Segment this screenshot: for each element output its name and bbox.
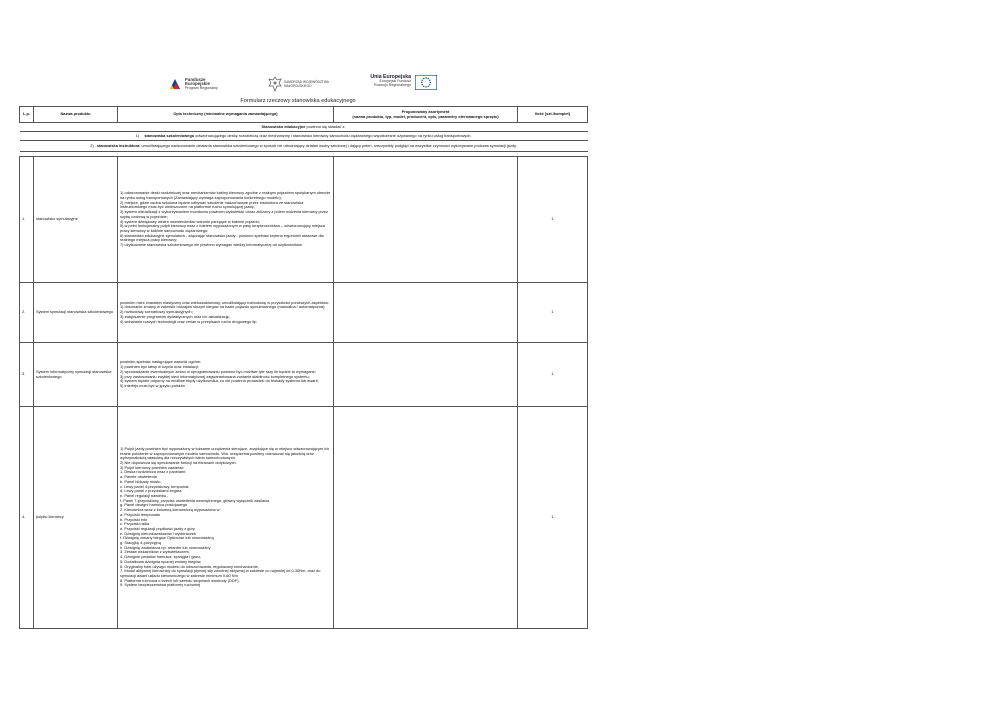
row-description: powinien spełniać następujące warunki ogólne: 1) powinien być łatwy w użyciu oraz instalacji; 2) wprowadzanie ewentualnych zmian w oprogramowaniu powinno być możliwe tyle razy ile będzie to wymagane; 3) przy zastosowaniu zwykłej sieci informatycznej zagwarantowana zostanie stabilność kompletnego systemu; 4) system będzie odporny na możliwe błędy użytkownika, co nie powinno prowadzić do blokady systemu lub awarii; 5) interfejs musi być w języku polskim — [120, 359, 319, 388]
eagle-emblem-icon — [268, 75, 282, 93]
row-quantity: 1 — [518, 343, 588, 407]
fundusze-line3: Program Regionalny — [185, 86, 218, 91]
row-quantity: 1 — [518, 283, 588, 343]
unia-europejska-logo — [363, 74, 443, 94]
row-description: 1) odwzorowanie deski rozdzielczej oraz mechanizmów kabiny kierowcy zgodne z realnym pojazdem spotykanym obecnie na rynku usług transportowych (Zamawiający wymaga zaproponowania konkretnego modelu); 2) miejsce, gdzie osoba szkolona będzie odbywać szkolenie nadzorowane przez instruktora ze stanowiska instruktorskiego musi być umieszczone na platformie ruchu symulującej jazdę; 3) system wizualizacji z wykorzystaniem monitorów powinien wyświetlać obraz zbliżony z polem widzenia kierowcy przez szybę czołową w pojeździe; 4) system dźwiękowy winien odzwierciedlać warunki panujące w kabinie pojazdu; 5) w pełni funkcjonalny pulpit kierowcy wraz z fotelem wyposażonym w pasy bezpieczeństwa – odwzorowujący miejsca pracy kierowcy w kabinie samochodu ciężarowego; 6) stanowisko edukacyjne symulatora - włączając stanowisko jazdy - powinno spełniać kryteria ergonomii właściwe dla realnego miejsca pracy kierowcy; 7) użytkowanie stanowiska szkoleniowego nie powinno wymagać wiedzy informatycznej od użytkowników. — [120, 190, 331, 248]
row-quantity: 1 — [518, 407, 588, 629]
intro-heading: Stanowisko edukacyjne — [261, 123, 306, 129]
logo-bar — [168, 74, 438, 94]
row-offer-cell[interactable] — [334, 283, 518, 343]
intro-heading-row — [20, 123, 588, 132]
table-row — [20, 157, 588, 283]
col-header-name: Nazwa produktu — [34, 107, 118, 123]
row-offer-cell[interactable] — [334, 157, 518, 283]
row-lp: 3. — [20, 343, 34, 407]
row-description: powinien mieć charakter elastyczny oraz wieloszablonowy, umożliwiający rozbudowę w przyszłości poniższych aspektów: 1) dokonanie zmiany w zakresie rodzajów skrzyni biegów na bazie pojazdu symulowanego (manualna / automatyczna); 2) rozbudowę scenariuszy symulacyjnych; 3) zwiększenie programów dydaktycznych oraz ich aktualizację; 4) wdrażanie nowych technologii oraz zmian w przepisach ruchu drogowego itp. — [120, 299, 330, 324]
fundusze-line2: Europejskie — [185, 81, 210, 87]
row-lp: 2. — [20, 283, 34, 343]
ue-line2: Europejski Fundusz — [379, 79, 411, 84]
table-row — [20, 343, 588, 407]
col-header-qty: Ilość [szt./komplet] — [518, 107, 588, 123]
col-header-lp: L.p. — [20, 107, 34, 123]
equipment-table — [19, 106, 588, 629]
intro-item-2-row — [20, 141, 588, 152]
col-header-offer-line2: (nazwa produktu, typ, model, producent, opis, parametry oferowanego sprzętu) — [352, 113, 499, 119]
row-quantity: 1 — [518, 157, 588, 283]
row-offer-cell[interactable] — [334, 407, 518, 629]
row-product-name: System symulacji stanowiska szkoleniowego — [34, 283, 118, 343]
intro-item-1-row — [20, 132, 588, 141]
col-header-desc: Opis techniczny (minimalne wymagania zamawiającego) — [118, 107, 334, 123]
malopolska-logo — [268, 74, 348, 94]
intro-heading-rest: powinno się składać z: — [305, 123, 346, 129]
intro-item1-text: odwzorowującego deskę rozdzielczą oraz mechanizmy i stanowisko kierowcy samochodu ciężarowego współczesne używanego na rynku usług transportowych. — [194, 132, 472, 138]
row-lp: 4. — [20, 407, 34, 629]
fundusze-europejskie-logo — [168, 74, 218, 94]
intro-item2-bold: stanowiska instruktora — [96, 142, 140, 148]
wojewodztwo-line1: SAMORZĄD WOJEWÓDZTWA — [284, 80, 329, 84]
table-row — [20, 283, 588, 343]
fundusze-logo-icon — [168, 76, 182, 92]
eu-flag-icon — [415, 75, 437, 90]
row-product-name: pulpitu kierowcy — [34, 407, 118, 629]
row-lp: 1. — [20, 157, 34, 283]
row-offer-cell[interactable] — [334, 343, 518, 407]
form-title: Formularz rzeczowy stanowiska edukacyjnego — [240, 98, 356, 104]
ue-line3: Rozwoju Regionalnego — [374, 83, 411, 88]
intro-item1-bold: stanowiska szkoleniowego — [144, 132, 195, 138]
wojewodztwo-line2: MAŁOPOLSKIEGO — [284, 84, 312, 89]
col-header-offer-line1: Proponowany asortyment — [401, 108, 450, 114]
table-header-row — [20, 107, 588, 123]
intro-item2-text: , umożliwiającego nadzorowanie działania stanowiska szkoleniowego w sposób nie utrudniający działań osoby szkolonej i dający pełen, rzeczywisty podgląd na wszystkie czynności wykonywane podczas symulacji jazdy. — [139, 142, 517, 148]
ue-line1: Unia Europejska — [370, 74, 411, 80]
intro-item1-number: 1) — [135, 132, 139, 138]
col-header-offer — [334, 107, 518, 123]
row-product-name: stanowisko symulacyjne — [34, 157, 118, 283]
fundusze-line1: Fundusze — [185, 77, 206, 82]
table-row — [20, 407, 588, 629]
row-product-name: System informatyczny symulacji stanowiska szkoleniowego — [34, 343, 118, 407]
intro-item2-number: 2) — [90, 142, 94, 148]
row-description: 1) Pulpit jazdy powinien być wyposażony w tożsame urządzenia sterujące, znajdujące się w miejscu odwzorowującym ich realne położenie w zaproponowanym modelu samochodu. Ww. urządzenia powinny odznaczać się jakością oraz wytrzymałością właściwą dla rzeczywistych kabin samochodowych. 2) Nie dopuszcza się symulowanie funkcji na ekranach dotykowych. 3) Pulpit kierowcy powinien zawierać: 1. Deska rozdzielcza wraz z panelami: a. Panele oświetlenia b. Panel blokady mostu, c. Lewy panel 4-przyciskowy, tempomat, d. Lewy panel z przyciskami zegara e. Panel regulacji nawiewu , f. Panel 7-przyciskowy, przycisk oświetlenia wewnętrznego, główny wyłącznik zasilania g. Panel dźwigni hamulca postojowego 2. Kierownica wraz z kolumną kierowniczą wyposażona w: a. Przyciski tempomatu b. Przyciski info c. Przyciski radia d. Przyciski regulacji prędkości jazdy z góry e. Dźwignię kierunkowskazów i wycieraczek f. Dźwignię zmiany biegów Opticruise lub równoważną g. Stacyjkę 4-pozycyjną h. Dźwignię zwalniacza np. retarder lub równoważny 3. Zestaw wskaźników z wyświetlaczem, 4. Dźwignie pedałów hamulca, sprzęgła i gazu, 5. Dodatkowa dźwignia ręcznej zmiany biegów, 6. Oryginalny fotel używgo modelu do odwzorowania, regulowany mechanicznie, 7. Moduł aktywnej kierownicy do symulacji płynnej siły zwrotnej aktywnej w zakresie co najmniej od 0-30Nm, oraz do symulacji awarii układu kierowniczego w zakresie minimum 0-60 Nm 8. Platforma ruchoma o trzech lub sześciu stopniach swobody (DOF), 9. System bezpieczeństwa platformy ruchomej — [120, 445, 330, 588]
